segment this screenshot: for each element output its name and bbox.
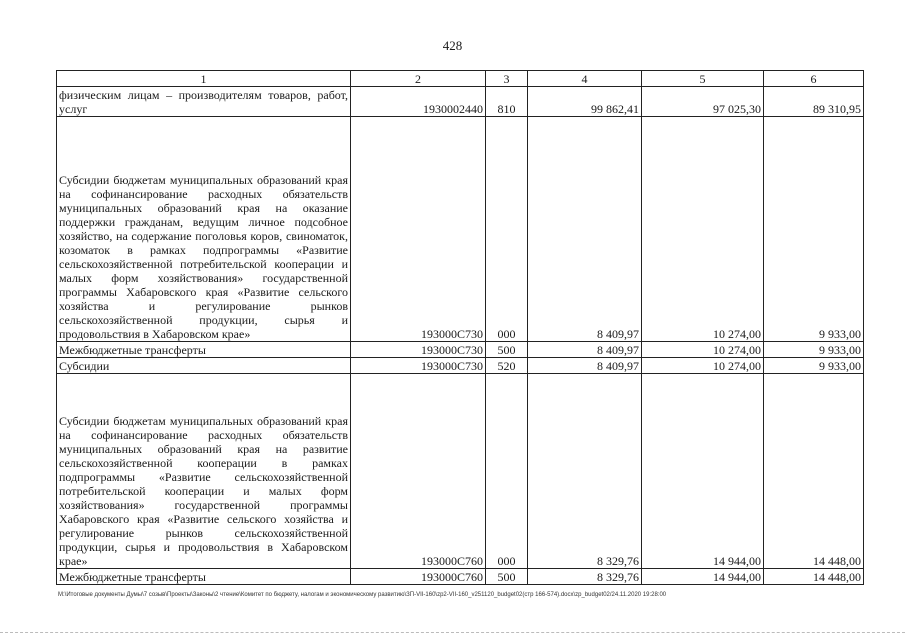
column-header: 6	[764, 71, 864, 87]
column-header: 1	[57, 71, 351, 87]
column-header: 3	[486, 71, 528, 87]
row-value-2019: 99 862,41	[528, 87, 642, 117]
row-value-2020: 14 944,00	[642, 374, 764, 569]
row-value-2019: 8 329,76	[528, 569, 642, 585]
table-row	[57, 374, 864, 569]
row-code: 193000С730	[351, 342, 486, 358]
row-type: 520	[486, 358, 528, 374]
row-description: Субсидии бюджетам муниципальных образований края на софинансирование расходных обязательств муниципальных образований края на развитие сельскохозяйственной кооперации в рамках подпрограммы «Развитие сельскохозяйственной потребительской кооперации и малых форм хозяйствования» государственной программы Хабаровского края «Развитие сельского хозяйства и регулирование рынков сельскохозяйственной продукции, сырья и продовольствия в Хабаровском крае»	[57, 374, 351, 569]
column-header: 2	[351, 71, 486, 87]
row-value-2020: 97 025,30	[642, 87, 764, 117]
row-value-2020: 10 274,00	[642, 117, 764, 342]
row-value-2021: 14 448,00	[764, 569, 864, 585]
row-code: 193000С730	[351, 117, 486, 342]
row-value-2021: 9 933,00	[764, 117, 864, 342]
row-description: Межбюджетные трансферты	[57, 569, 351, 585]
row-type: 500	[486, 569, 528, 585]
row-type: 000	[486, 117, 528, 342]
table-header-row	[57, 71, 864, 87]
table-row	[57, 87, 864, 117]
row-value-2019: 8 409,97	[528, 117, 642, 342]
row-description: Субсидии	[57, 358, 351, 374]
document-path-footer: M:\Итоговые документы Думы\7 созыв\Проекты\Законы\2 чтение\Комитет по бюджету, налогам и экономическому развитию\ЗП-VII-160\zp2-VII-160_v251120_budget02(стр 166-574).docx\zp_budget02/24.11.2020 19:28:00	[58, 592, 667, 598]
row-code: 1930002440	[351, 87, 486, 117]
table-row	[57, 569, 864, 585]
row-value-2020: 10 274,00	[642, 342, 764, 358]
row-value-2021: 9 933,00	[764, 342, 864, 358]
row-value-2020: 14 944,00	[642, 569, 764, 585]
page-bottom-divider	[0, 632, 905, 633]
row-type: 000	[486, 374, 528, 569]
row-type: 810	[486, 87, 528, 117]
column-header: 5	[642, 71, 764, 87]
row-value-2021: 89 310,95	[764, 87, 864, 117]
row-code: 193000С760	[351, 374, 486, 569]
row-value-2019: 8 409,97	[528, 358, 642, 374]
row-value-2021: 14 448,00	[764, 374, 864, 569]
page-number: 428	[442, 38, 463, 53]
budget-table	[56, 70, 864, 585]
row-value-2019: 8 409,97	[528, 342, 642, 358]
row-value-2020: 10 274,00	[642, 358, 764, 374]
row-description: физическим лицам – производителям товаров, работ, услуг	[57, 87, 351, 117]
table-row	[57, 342, 864, 358]
table-row	[57, 117, 864, 342]
table-row	[57, 358, 864, 374]
row-value-2019: 8 329,76	[528, 374, 642, 569]
row-description: Межбюджетные трансферты	[57, 342, 351, 358]
row-type: 500	[486, 342, 528, 358]
column-header: 4	[528, 71, 642, 87]
row-code: 193000С730	[351, 358, 486, 374]
row-value-2021: 9 933,00	[764, 358, 864, 374]
row-description: Субсидии бюджетам муниципальных образований края на софинансирование расходных обязательств муниципальных образований края на оказание поддержки гражданам, ведущим личное подсобное хозяйство, на содержание поголовья коров, свиноматок, козоматок в рамках подпрограммы «Развитие сельскохозяйственной потребительской кооперации и малых форм хозяйствования» государственной программы Хабаровского края «Развитие сельского хозяйства и регулирование рынков сельскохозяйственной продукции, сырья и продовольствия в Хабаровском крае»	[57, 117, 351, 342]
row-code: 193000С760	[351, 569, 486, 585]
